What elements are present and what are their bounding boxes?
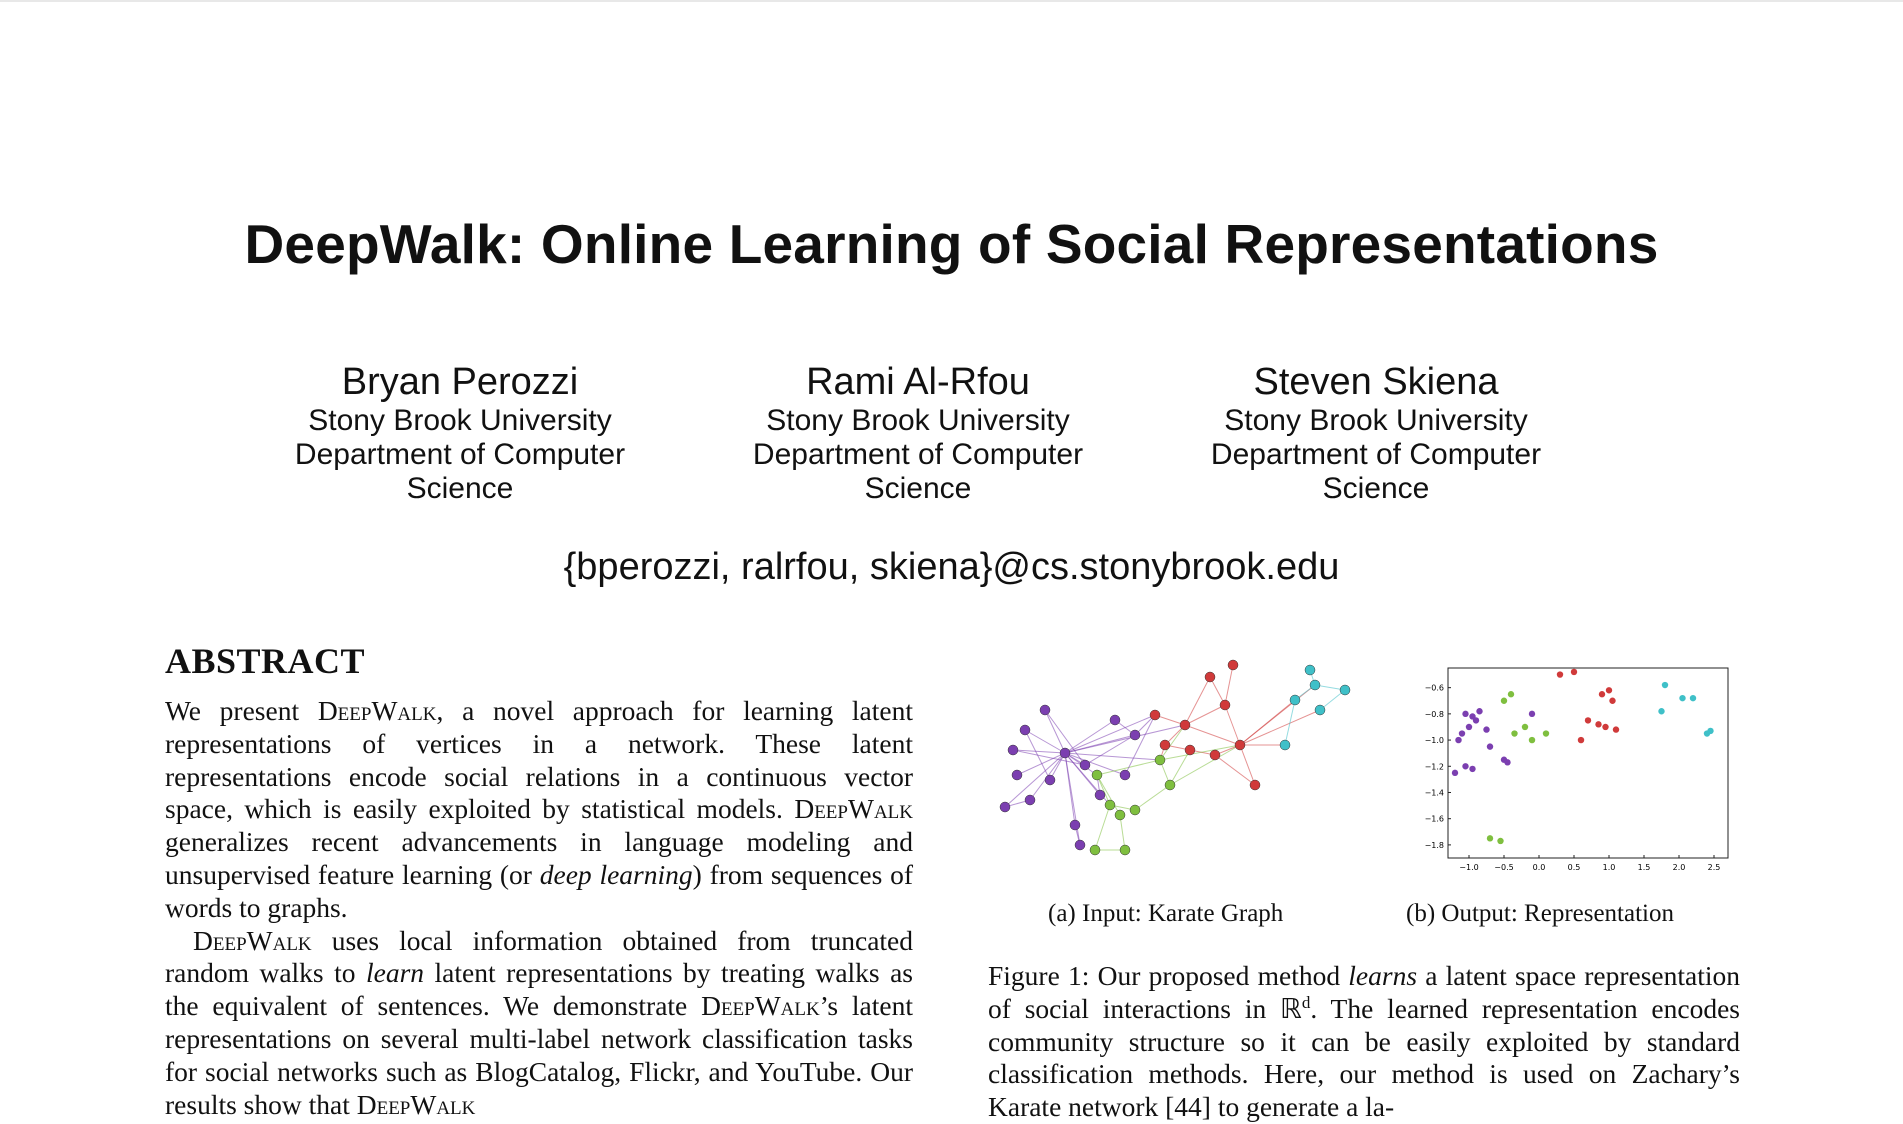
- scatter-point: [1690, 695, 1696, 701]
- graph-node: [1110, 715, 1120, 725]
- scatter-point: [1522, 724, 1528, 730]
- scatter-point: [1529, 711, 1535, 717]
- author-department: Department of Computer: [752, 438, 1084, 471]
- scatter-point: [1606, 687, 1612, 693]
- y-tick-label: −1.8: [1424, 840, 1444, 850]
- scatter-point: [1599, 691, 1605, 697]
- karate-graph-figure: [985, 645, 1405, 890]
- graph-node: [1000, 802, 1010, 812]
- scatter-point: [1543, 730, 1549, 736]
- abstract-paragraph-2: DeepWalk uses local information obtained from truncated random walks to learn latent representations by treating walks as the equivalent of sentences. We demonstrate DeepWalk’s latent representations on several multi-label network classification tasks for social networks such as BlogCatalog, Flickr, and YouTube. Our results show that DeepWalk: [165, 924, 913, 1120]
- abstract-paragraph-1: We present DeepWalk, a novel approach for learning latent representations of vertices in a network. These latent representations encode social relations in a continuous vector space, which is easily exploited by statistical models. DeepWalk generalizes recent advancements in language modeling and unsupervised feature learning (or deep learning) from sequences of words to graphs.: [165, 695, 913, 923]
- graph-edge: [1225, 665, 1233, 705]
- scatter-point: [1578, 737, 1584, 743]
- author-name: Rami Al-Rfou: [806, 361, 1030, 403]
- plot-frame: [1448, 668, 1728, 858]
- author-block-2: [708, 360, 1128, 506]
- graph-edge: [1045, 710, 1065, 753]
- scatter-point: [1501, 698, 1507, 704]
- graph-node: [1095, 790, 1105, 800]
- graph-edge: [1160, 745, 1240, 760]
- graph-edge: [1240, 710, 1320, 745]
- author-university: Stony Brook University: [766, 404, 1070, 437]
- abstract-body: [165, 695, 913, 1121]
- scatter-point: [1473, 717, 1479, 723]
- scatter-point: [1658, 708, 1664, 714]
- y-tick-label: −0.8: [1424, 709, 1444, 719]
- subcaption-b: (b) Output: Representation: [1406, 900, 1674, 927]
- graph-node: [1250, 780, 1260, 790]
- graph-node: [1075, 840, 1085, 850]
- x-tick-label: 0.0: [1532, 863, 1546, 872]
- graph-node: [1185, 745, 1195, 755]
- scatter-point: [1595, 721, 1601, 727]
- graph-node: [1305, 665, 1315, 675]
- y-tick-label: −1.0: [1424, 736, 1444, 746]
- graph-node: [1180, 720, 1190, 730]
- author-name: Steven Skiena: [1253, 361, 1499, 403]
- graph-node: [1160, 740, 1170, 750]
- graph-node: [1080, 760, 1090, 770]
- graph-node: [1045, 775, 1055, 785]
- graph-node: [1025, 795, 1035, 805]
- x-tick-label: 2.0: [1672, 863, 1686, 872]
- graph-edge: [1095, 805, 1110, 850]
- graph-node: [1290, 695, 1300, 705]
- graph-edge: [1185, 725, 1240, 745]
- graph-node: [1220, 700, 1230, 710]
- x-tick-label: 0.5: [1567, 863, 1581, 872]
- graph-edge: [1085, 735, 1135, 765]
- graph-node: [1210, 750, 1220, 760]
- scatter-point: [1497, 838, 1503, 844]
- x-tick-label: 1.0: [1602, 863, 1616, 872]
- graph-node: [1070, 820, 1080, 830]
- graph-edge: [1125, 715, 1155, 775]
- graph-node: [1020, 725, 1030, 735]
- graph-node: [1235, 740, 1245, 750]
- author-university: Stony Brook University: [1224, 404, 1528, 437]
- author-university: Stony Brook University: [308, 404, 612, 437]
- scatter-point: [1602, 724, 1608, 730]
- scatter-point: [1511, 730, 1517, 736]
- graph-edge: [1225, 705, 1240, 745]
- scatter-point: [1462, 711, 1468, 717]
- graph-node: [1150, 710, 1160, 720]
- scatter-point: [1585, 717, 1591, 723]
- graph-node: [1130, 730, 1140, 740]
- graph-edge: [1120, 815, 1125, 850]
- scatter-point: [1508, 691, 1514, 697]
- scatter-point: [1707, 728, 1713, 734]
- scatter-point: [1462, 763, 1468, 769]
- graph-node: [1340, 685, 1350, 695]
- graph-node: [1092, 770, 1102, 780]
- scatter-points: [1452, 669, 1714, 844]
- subcaption-a: (a) Input: Karate Graph: [1048, 900, 1284, 927]
- scatter-point: [1483, 726, 1489, 732]
- scatter-point: [1476, 708, 1482, 714]
- graph-edge: [1185, 705, 1225, 725]
- figure-caption: Figure 1: Our proposed method learns a latent space representation of social interactions in ℝ$^d$. The learned representation encodes community structure so it can be easily exploited by standard classification methods. Here, our method is used on Zachary’s Karate network [44] to generate a la-: [988, 960, 1740, 1123]
- scatter-point: [1469, 766, 1475, 772]
- graph-node: [1310, 680, 1320, 690]
- graph-node: [1115, 810, 1125, 820]
- scatter-point: [1662, 682, 1668, 688]
- graph-node: [1165, 780, 1175, 790]
- graph-node: [1090, 845, 1100, 855]
- representation-scatter-plot: [1415, 660, 1735, 875]
- graph-node: [1205, 672, 1215, 682]
- author-department-cont: Science: [864, 472, 972, 505]
- author-emails: {bperozzi, ralrfou, skiena}@cs.stonybrook.edu: [563, 546, 1340, 588]
- y-tick-label: −1.2: [1424, 762, 1444, 772]
- author-department-cont: Science: [406, 472, 514, 505]
- graph-node: [1040, 705, 1050, 715]
- abstract-heading: ABSTRACT: [165, 641, 366, 681]
- scatter-point: [1613, 726, 1619, 732]
- graph-node: [1120, 845, 1130, 855]
- scatter-point: [1609, 698, 1615, 704]
- scatter-point: [1487, 743, 1493, 749]
- x-tick-label: 2.5: [1707, 863, 1721, 872]
- author-block-1: [250, 360, 670, 506]
- scatter-point: [1487, 835, 1493, 841]
- graph-edge: [1185, 677, 1210, 725]
- y-tick-label: −0.6: [1424, 683, 1444, 693]
- scatter-point: [1459, 730, 1465, 736]
- author-block-3: [1166, 360, 1586, 506]
- y-axis-ticks: [1425, 684, 1451, 850]
- graph-node: [1228, 660, 1238, 670]
- author-department-cont: Science: [1322, 472, 1430, 505]
- y-tick-label: −1.6: [1424, 814, 1444, 824]
- graph-edge: [1170, 745, 1240, 785]
- top-border: [0, 0, 1903, 2]
- graph-node: [1155, 755, 1165, 765]
- graph-node: [1105, 800, 1115, 810]
- graph-node: [1280, 740, 1290, 750]
- author-department: Department of Computer: [294, 438, 626, 471]
- scatter-point: [1679, 695, 1685, 701]
- graph-node: [1060, 748, 1070, 758]
- graph-node: [1012, 770, 1022, 780]
- scatter-point: [1504, 759, 1510, 765]
- graph-edges: [1005, 665, 1345, 850]
- scatter-point: [1452, 770, 1458, 776]
- x-tick-label: −0.5: [1494, 863, 1514, 872]
- graph-node: [1315, 705, 1325, 715]
- scatter-point: [1571, 669, 1577, 675]
- author-department: Department of Computer: [1210, 438, 1542, 471]
- author-name: Bryan Perozzi: [341, 361, 579, 403]
- graph-node: [1120, 770, 1130, 780]
- graph-node: [1130, 805, 1140, 815]
- scatter-point: [1529, 737, 1535, 743]
- x-tick-label: −1.0: [1459, 863, 1479, 872]
- graph-edge: [1135, 785, 1170, 810]
- graph-edge: [1065, 753, 1080, 845]
- scatter-point: [1557, 671, 1563, 677]
- x-tick-label: 1.5: [1637, 863, 1651, 872]
- scatter-point: [1455, 737, 1461, 743]
- scatter-point: [1466, 724, 1472, 730]
- y-tick-label: −1.4: [1424, 788, 1444, 798]
- paper-title: DeepWalk: Online Learning of Social Representations: [244, 213, 1659, 275]
- graph-node: [1008, 745, 1018, 755]
